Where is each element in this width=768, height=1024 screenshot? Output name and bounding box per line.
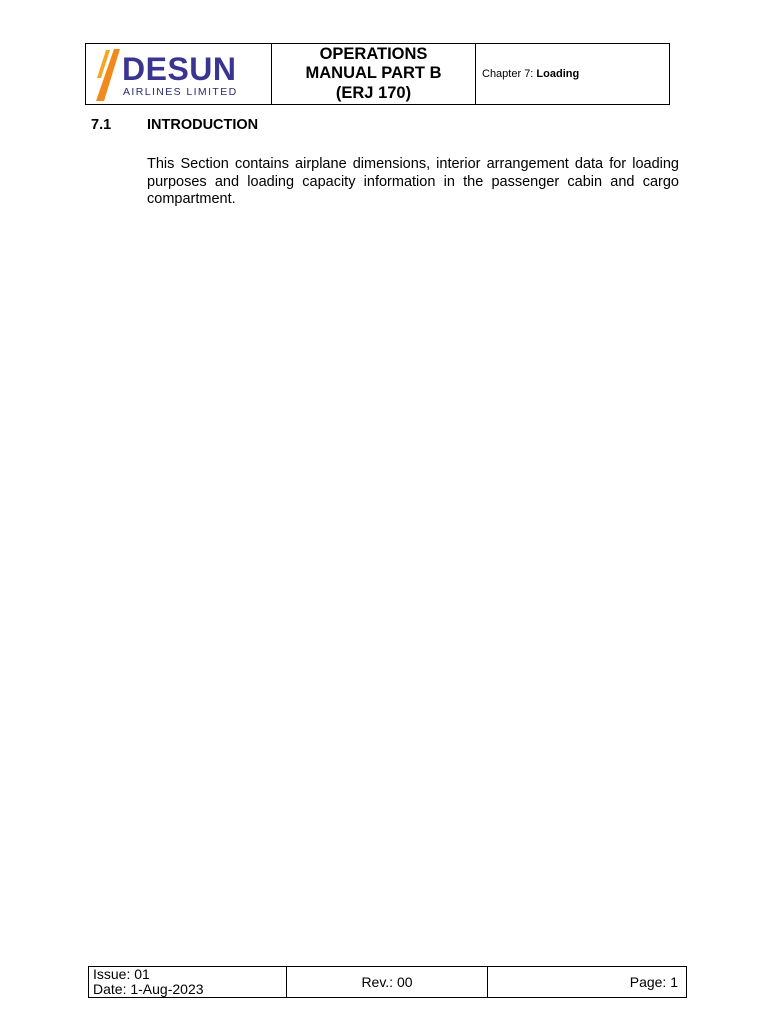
logo-wordmark: DESUN	[122, 51, 237, 87]
manual-title-line-3: (ERJ 170)	[335, 83, 412, 102]
page-number: Page: 1	[629, 974, 678, 990]
manual-title-line-2: MANUAL PART B	[305, 64, 442, 83]
manual-title	[272, 44, 476, 104]
section-paragraph: This Section contains airplane dimensions, interior arrangement data for loading purposes and loading capacity information in the passenger cabin and cargo compartment.	[147, 156, 679, 207]
issue-date: Date: 1-Aug-2023	[93, 981, 204, 997]
airline-logo	[92, 48, 256, 102]
manual-title-line-1: OPERATIONS	[319, 44, 428, 63]
logo-subtitle: AIRLINES LIMITED	[123, 86, 238, 98]
revision-cell	[287, 967, 488, 997]
chapter-value: Loading	[536, 68, 580, 80]
section-heading: INTRODUCTION	[147, 117, 259, 133]
issue-number: Issue: 01	[93, 966, 150, 982]
document-header	[85, 43, 670, 105]
section-number: 7.1	[91, 117, 112, 133]
revision-number: Rev.: 00	[361, 974, 413, 990]
chapter-cell	[476, 44, 669, 104]
page-cell	[488, 967, 686, 997]
logo-cell	[86, 44, 272, 104]
logo-swoosh-icon	[92, 48, 126, 102]
issue-cell	[89, 967, 287, 997]
chapter-label: Chapter 7:	[482, 68, 537, 80]
document-footer	[88, 966, 687, 998]
